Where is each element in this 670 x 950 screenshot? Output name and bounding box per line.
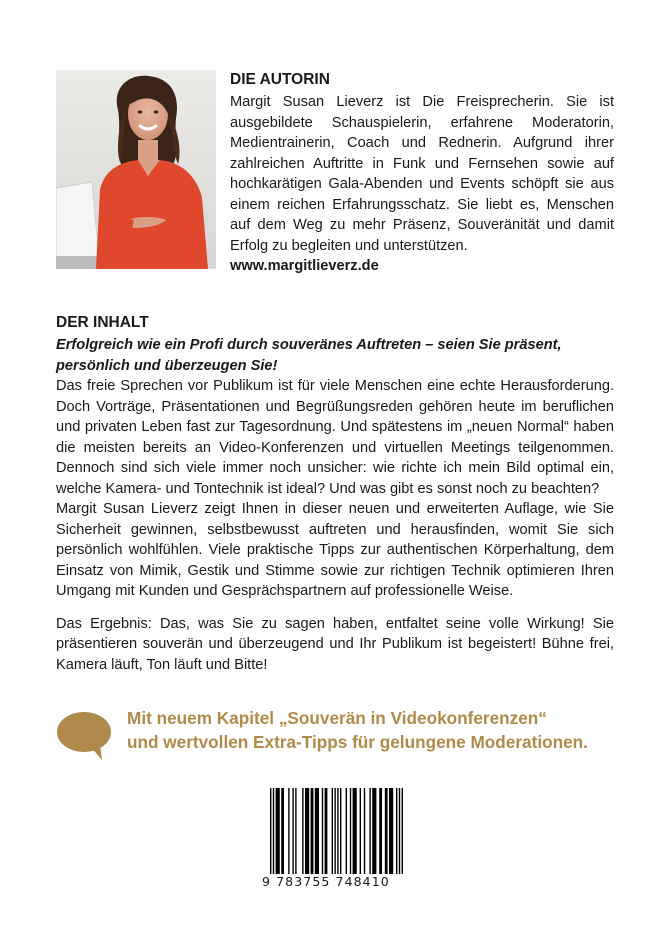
barcode-bar <box>385 788 388 874</box>
barcode-bar <box>402 788 403 878</box>
barcode-bar <box>311 788 314 874</box>
content-heading: DER INHALT <box>56 314 149 331</box>
barcode-bar <box>273 788 274 878</box>
isbn-barcode <box>260 786 410 896</box>
barcode-bar <box>369 788 370 874</box>
barcode-bar <box>295 788 296 874</box>
barcode-bar <box>389 788 393 874</box>
author-section <box>230 70 614 277</box>
promo-line-1: Mit neuem Kapitel „Souverän in Videokonferenzen“ <box>127 708 547 728</box>
barcode-bars <box>260 786 410 878</box>
promo-line-2: und wertvollen Extra-Tipps für gelungene Moderationen. <box>127 732 588 752</box>
content-paragraph-2: Margit Susan Lieverz zeigt Ihnen in dieser neuen und erweiterten Auflage, wie Sie Sicherheit gewinnen, selbstbewusst auftreten und herausfinden, womit Sie sich persönlich wohlfühlen. Viele praktische Tipps zur authentischen Körperhaltung, dem Einsatz von Mimik, Gestik und Stimme sowie zur richtigen Technik optimieren Ihren Umgang mit Kunden und Gesprächspartnern auf professionelle Weise. <box>56 501 614 599</box>
content-subtitle: Erfolgreich wie ein Profi durch souveränes Auftreten – seien Sie präsent, persönlich und überzeugen Sie! <box>56 337 562 374</box>
barcode-bar <box>315 788 319 874</box>
barcode-bar <box>334 788 335 878</box>
barcode-bar <box>360 788 361 874</box>
content-paragraph-3: Das Ergebnis: Das, was Sie zu sagen haben, entfaltet seine volle Wirkung! Sie präsentieren souverän und überzeugend und Ihr Publikum ist begeistert! Bühne frei, Kamera läuft, Ton läuft und Bitte! <box>56 615 614 673</box>
isbn-number: 9 783755 748410 <box>260 874 410 889</box>
barcode-bar <box>270 788 271 878</box>
barcode-bar <box>288 788 289 874</box>
author-heading: DIE AUTORIN <box>230 71 330 88</box>
barcode-bar <box>396 788 397 874</box>
promo-banner <box>56 706 616 760</box>
barcode-bar <box>292 788 293 874</box>
author-bio: Margit Susan Lieverz ist Die Freisprecherin. Sie ist ausgebildete Schauspielerin, erfahrene Moderatorin, Medientrainerin, Coach und Rednerin. Aufgrund ihrer zahlreichen Auftritte in Funk und Fernsehen sowie auf hochkarätigen Gala-Abenden und Events schöpft sie aus einem reichen Erfahrungsschatz. Sie liebt es, Menschen auf dem Weg zu mehr Präsenz, Souveränität und damit Erfolg zu begleiten und unterstützen. <box>230 94 614 254</box>
content-section <box>56 313 614 675</box>
speech-bubble-icon <box>56 710 112 762</box>
author-photo <box>56 70 216 269</box>
barcode-bar <box>322 788 323 874</box>
barcode-bar <box>350 788 351 874</box>
promo-text <box>127 706 627 754</box>
barcode-bar <box>379 788 382 874</box>
barcode-bar <box>399 788 400 878</box>
barcode-bar <box>364 788 365 874</box>
barcode-bar <box>337 788 338 878</box>
barcode-bar <box>302 788 303 874</box>
content-paragraph-1: Das freie Sprechen vor Publikum ist für viele Menschen eine echte Herausforderung. Doch Vorträge, Präsentationen und Begrüßungsreden gehören heute im beruflichen und privaten Leben fast zur Tagesordnung. Und spätestens im „neuen Normal“ haben die meisten bereits an Video-Konferenzen und virtuellen Meetings teilgenommen. Dennoch sind sich viele immer noch unsicher: wie richte ich mein Bild optimal ein, welche Kamera- und Tontechnik ist ideal? Und was gibt es sonst noch zu beachten? <box>56 378 614 497</box>
barcode-bar <box>276 788 280 874</box>
barcode-bar <box>353 788 357 874</box>
barcode-bar <box>281 788 284 874</box>
barcode-bar <box>340 788 341 874</box>
barcode-bar <box>372 788 376 874</box>
barcode-bar <box>346 788 347 874</box>
barcode-bar <box>332 788 333 874</box>
author-website-link[interactable]: www.margitlieverz.de <box>230 258 379 274</box>
barcode-bar <box>305 788 309 874</box>
barcode-bar <box>325 788 328 874</box>
